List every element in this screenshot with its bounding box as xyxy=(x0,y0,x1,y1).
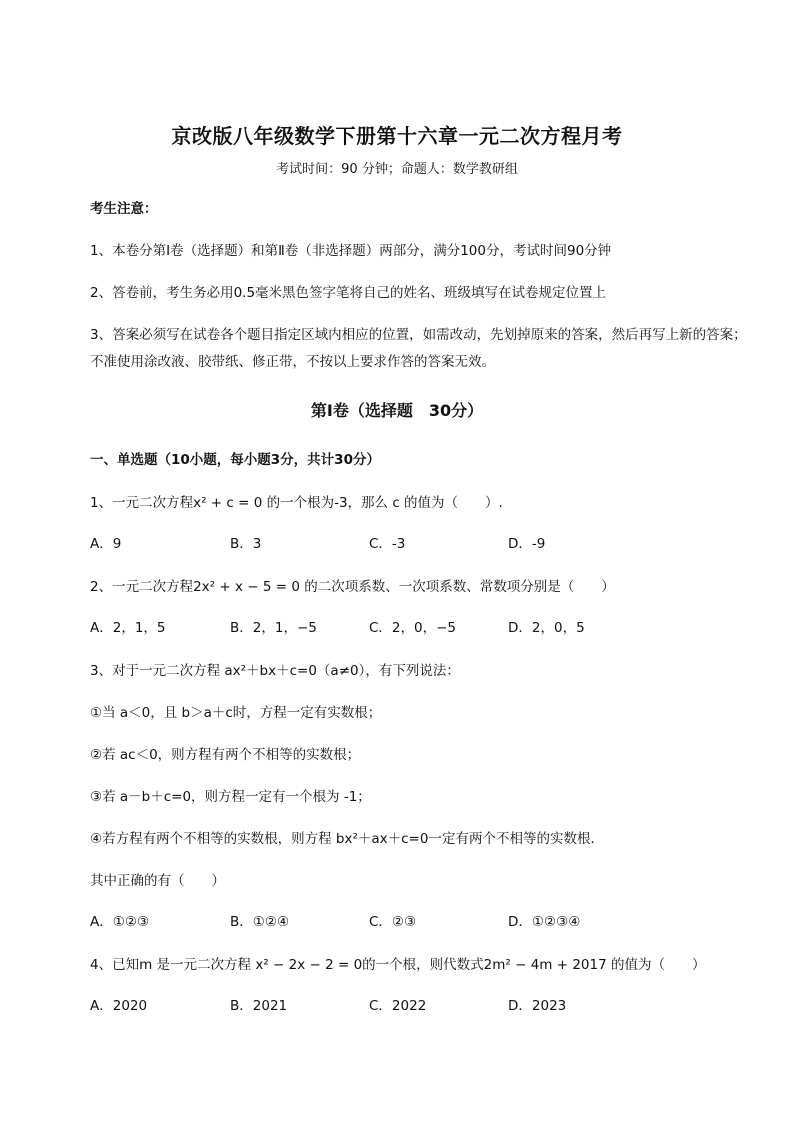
option-d[interactable]: D．①②③④ xyxy=(508,914,581,930)
question-1-options xyxy=(90,532,750,558)
option-d[interactable]: D．-9 xyxy=(508,536,546,552)
part-heading: 一、单选题（10小题，每小题3分，共计30分） xyxy=(90,452,380,468)
question-3-statement-3: ③若 a－b＋c=0，则方程一定有一个根为 -1； xyxy=(90,789,371,805)
option-a[interactable]: A．9 xyxy=(90,536,122,552)
question-4-options xyxy=(90,994,750,1020)
notice-item-1: 1、本卷分第Ⅰ卷（选择题）和第Ⅱ卷（非选择题）两部分，满分100分，考试时间90分钟 xyxy=(90,243,612,259)
option-a[interactable]: A．①②③ xyxy=(90,914,150,930)
option-b[interactable]: B．2，1，−5 xyxy=(230,620,317,636)
option-d[interactable]: D．2，0，5 xyxy=(508,620,585,636)
exam-subtitle: 考试时间：90 分钟；命题人：数学教研组 xyxy=(276,162,518,177)
question-3-prompt: 其中正确的有（ ） xyxy=(90,873,225,889)
option-b[interactable]: B．2021 xyxy=(230,998,288,1014)
option-c[interactable]: C．2022 xyxy=(369,998,427,1014)
question-3-statement-2: ②若 ac＜0，则方程有两个不相等的实数根； xyxy=(90,747,361,763)
notice-item-2: 2、答卷前，考生务必用0.5毫米黑色签字笔将自己的姓名、班级填写在试卷规定位置上 xyxy=(90,285,607,301)
option-c[interactable]: C．2，0，−5 xyxy=(369,620,457,636)
question-2-options xyxy=(90,616,750,642)
question-2-stem: 2、一元二次方程2x² + x − 5 = 0 的二次项系数、一次项系数、常数项分别是（ ） xyxy=(90,579,615,595)
section-title: 第Ⅰ卷（选择题 30分） xyxy=(310,401,484,420)
question-1-stem: 1、一元二次方程x² + c = 0 的一个根为-3，那么 c 的值为（ ）. xyxy=(90,495,503,511)
option-a[interactable]: A．2020 xyxy=(90,998,148,1014)
question-4-stem: 4、已知m 是一元二次方程 x² − 2x − 2 = 0的一个根，则代数式2m² − 4m + 2017 的值为（ ） xyxy=(90,957,706,973)
question-3-options xyxy=(90,910,750,936)
question-3-statement-4: ④若方程有两个不相等的实数根，则方程 bx²＋ax＋c=0一定有两个不相等的实数根． xyxy=(90,831,604,847)
notice-item-3: 3、答案必须写在试卷各个题目指定区域内相应的位置，如需改动，先划掉原来的答案，然后再写上新的答案；不准使用涂改液、胶带纸、修正带，不按以上要求作答的答案无效。 xyxy=(90,327,747,370)
option-b[interactable]: B．3 xyxy=(230,536,262,552)
exam-title: 京改版八年级数学下册第十六章一元二次方程月考 xyxy=(171,124,623,148)
option-d[interactable]: D．2023 xyxy=(508,998,567,1014)
option-a[interactable]: A．2，1，5 xyxy=(90,620,166,636)
question-3-statement-1: ①当 a＜0，且 b＞a＋c时，方程一定有实数根； xyxy=(90,705,382,721)
option-c[interactable]: C．-3 xyxy=(369,536,406,552)
notice-heading: 考生注意： xyxy=(90,201,158,217)
option-c[interactable]: C．②③ xyxy=(369,914,417,930)
question-3-stem: 3、对于一元二次方程 ax²＋bx＋c=0（a≠0），有下列说法： xyxy=(90,663,460,679)
option-b[interactable]: B．①②④ xyxy=(230,914,290,930)
